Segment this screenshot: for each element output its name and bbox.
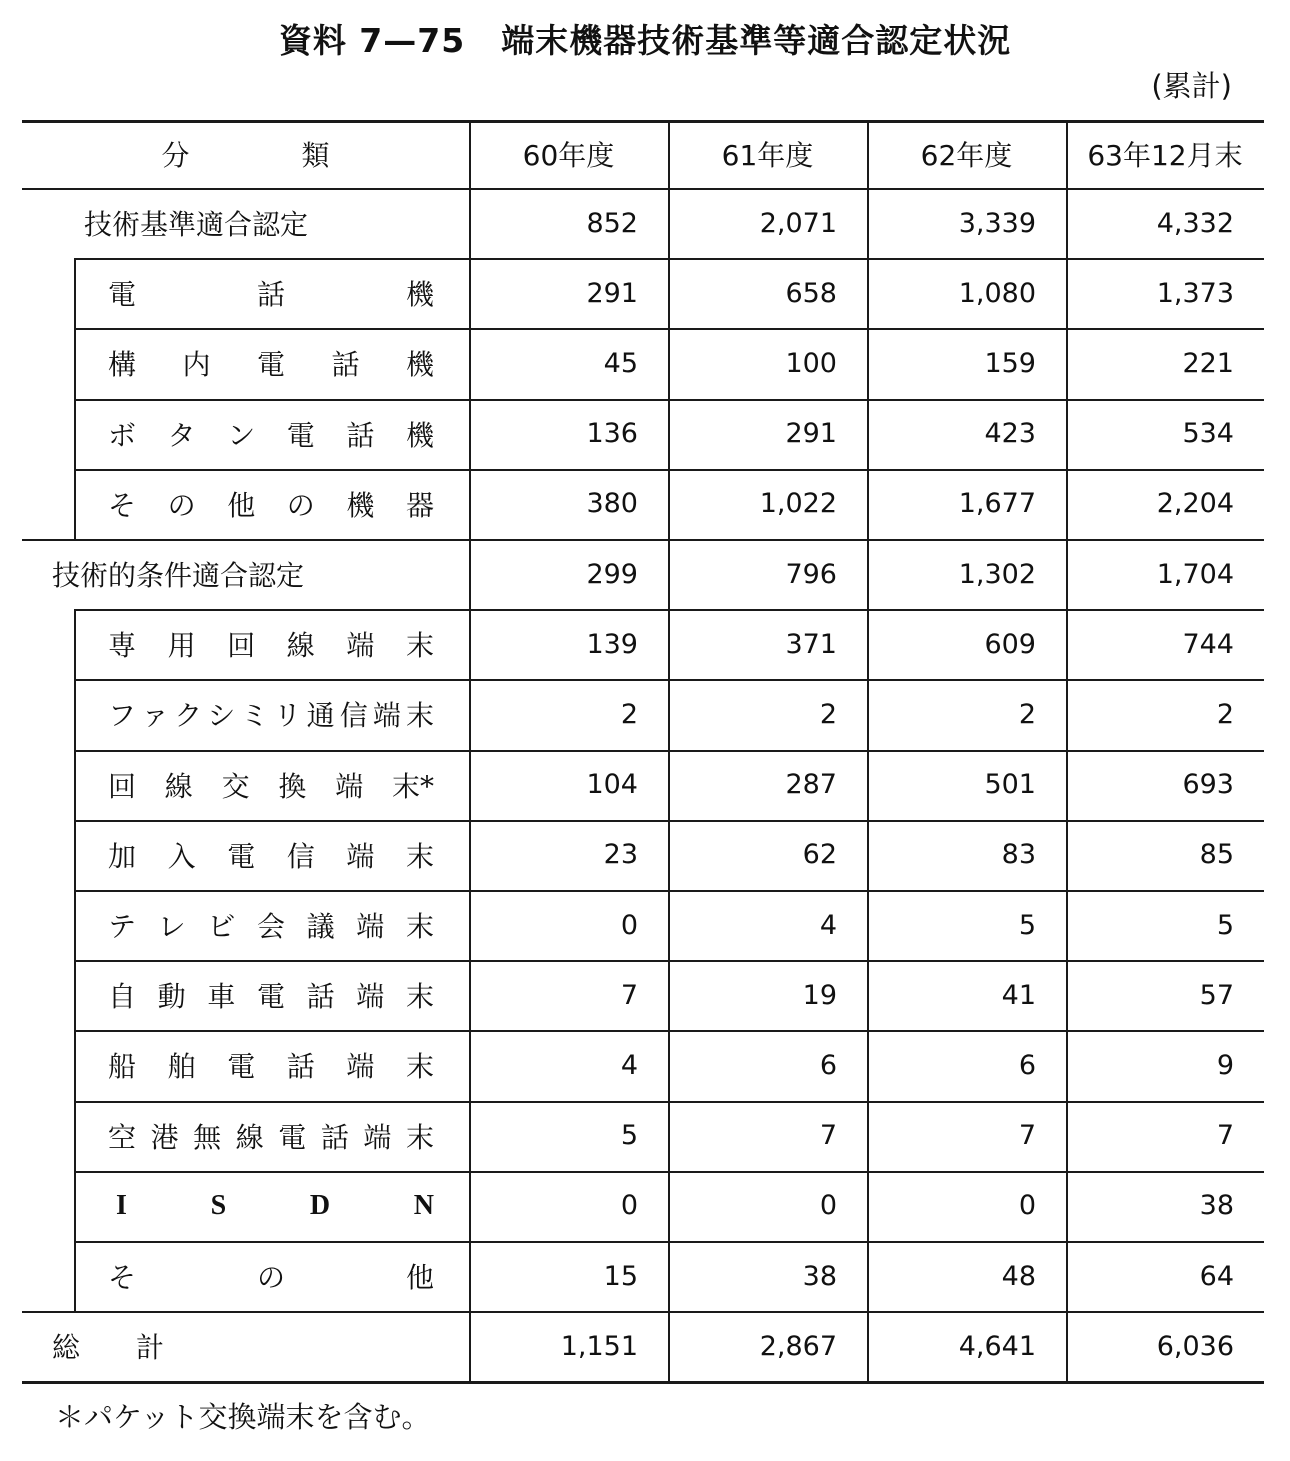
item-label-text: そ の 他 [108,1261,434,1295]
group-bracket [74,609,76,1311]
title-label: 資料 7—75 [278,20,466,60]
item-label-text: 自 動 車 電 話 端 末 [108,980,434,1014]
value-cell: 83 [1001,839,1036,871]
value-cell: 15 [603,1260,638,1292]
value-cell: 534 [1182,418,1234,450]
unit-label: (累計) [1151,69,1232,103]
value-cell: 299 [586,558,638,590]
header-year: 62年度 [920,139,1013,172]
value-cell: 4 [819,909,837,941]
value-cell: 5 [1018,909,1036,941]
group-label: 技術基準適合認定 [84,208,309,242]
value-cell: 2 [1216,698,1234,730]
item-label [108,890,434,960]
value-cell: 221 [1182,347,1234,379]
item-label [108,1171,434,1241]
value-cell: 4 [620,1049,638,1081]
value-cell: 6 [1018,1049,1036,1081]
item-label-text: 船 舶 電 話 端 末 [108,1050,434,1084]
value-cell: 2,867 [759,1330,837,1362]
item-label-text: 電 話 機 [108,278,434,312]
value-cell: 5 [620,1120,638,1152]
table-bottom-rule [22,1381,1264,1384]
item-label-text: 構 内 電 話 機 [108,348,434,382]
value-cell: 3,339 [958,207,1036,239]
value-cell: 380 [586,488,638,520]
value-cell: 6,036 [1156,1330,1234,1362]
value-cell: 139 [586,628,638,660]
item-label-text: ボ タ ン 電 話 機 [108,418,434,452]
value-cell: 744 [1182,628,1234,660]
value-cell: 796 [785,558,837,590]
value-cell: 38 [1199,1190,1234,1222]
value-cell: 136 [586,418,638,450]
item-label [108,1030,434,1100]
value-cell: 291 [785,418,837,450]
title-text: 端末機器技術基準等適合認定状況 [501,20,1012,60]
item-label [108,820,434,890]
value-cell: 7 [1018,1120,1036,1152]
value-cell: 41 [1001,979,1036,1011]
value-cell: 1,677 [958,488,1036,520]
value-cell: 0 [620,909,638,941]
value-cell: 64 [1199,1260,1234,1292]
value-cell: 287 [785,769,837,801]
value-cell: 9 [1216,1049,1234,1081]
header-year: 63年12月末 [1087,139,1243,172]
value-cell: 19 [802,979,837,1011]
value-cell: 4,641 [958,1330,1036,1362]
item-label-text: フ ァ ク シ ミ リ 通 信 端 末 [108,699,434,733]
item-label [108,1241,434,1311]
item-label-text: 回 線 交 換 端 末* [108,769,434,803]
value-cell: 23 [603,839,638,871]
item-label-text: 専 用 回 線 端 末 [108,629,434,663]
item-label [108,609,434,679]
value-cell: 2 [620,698,638,730]
footnote: ＊パケット交換端末を含む。 [55,1400,431,1434]
value-cell: 7 [819,1120,837,1152]
value-cell: 1,373 [1156,277,1234,309]
value-cell: 159 [984,347,1036,379]
value-cell: 501 [984,769,1036,801]
value-cell: 45 [603,347,638,379]
value-cell: 7 [620,979,638,1011]
value-cell: 85 [1199,839,1234,871]
item-label-text: そ の 他 の 機 器 [108,488,434,522]
value-cell: 693 [1182,769,1234,801]
item-label [108,960,434,1030]
value-cell: 6 [819,1049,837,1081]
group-label: 技術的条件適合認定 [52,559,305,593]
value-cell: 2 [819,698,837,730]
value-cell: 1,704 [1156,558,1234,590]
item-label-text: 空 港 無 線 電 話 端 末 [108,1120,434,1154]
total-label: 総 計 [52,1331,165,1365]
value-cell: 423 [984,418,1036,450]
item-label [108,258,434,328]
item-label-text: テ レ ビ 会 議 端 末 [108,910,434,944]
value-cell: 2,071 [759,207,837,239]
value-cell: 0 [1018,1190,1036,1222]
value-cell: 371 [785,628,837,660]
value-cell: 104 [586,769,638,801]
value-cell: 0 [620,1190,638,1222]
item-label [108,750,434,820]
value-cell: 5 [1216,909,1234,941]
value-cell: 1,080 [958,277,1036,309]
table-title [0,14,1290,62]
value-cell: 1,302 [958,558,1036,590]
value-cell: 4,332 [1156,207,1234,239]
value-cell: 100 [785,347,837,379]
value-cell: 48 [1001,1260,1036,1292]
item-label [108,328,434,398]
value-cell: 0 [819,1190,837,1222]
item-label [108,1101,434,1171]
value-cell: 2 [1018,698,1036,730]
value-cell: 291 [586,277,638,309]
item-label [108,679,434,749]
value-cell: 62 [802,839,837,871]
value-cell: 38 [802,1260,837,1292]
value-cell: 609 [984,628,1036,660]
item-label [108,469,434,539]
header-year: 61年度 [721,139,814,172]
value-cell: 1,022 [759,488,837,520]
value-cell: 1,151 [560,1330,638,1362]
item-label-text: I S D N [116,1189,434,1221]
item-label [108,399,434,469]
item-label-text: 加 入 電 信 端 末 [108,839,434,873]
value-cell: 852 [586,207,638,239]
header-category: 分 類 [161,139,330,172]
header-year: 60年度 [522,139,615,172]
value-cell: 7 [1216,1120,1234,1152]
value-cell: 658 [785,277,837,309]
group-bracket [74,258,76,539]
value-cell: 2,204 [1156,488,1234,520]
value-cell: 57 [1199,979,1234,1011]
